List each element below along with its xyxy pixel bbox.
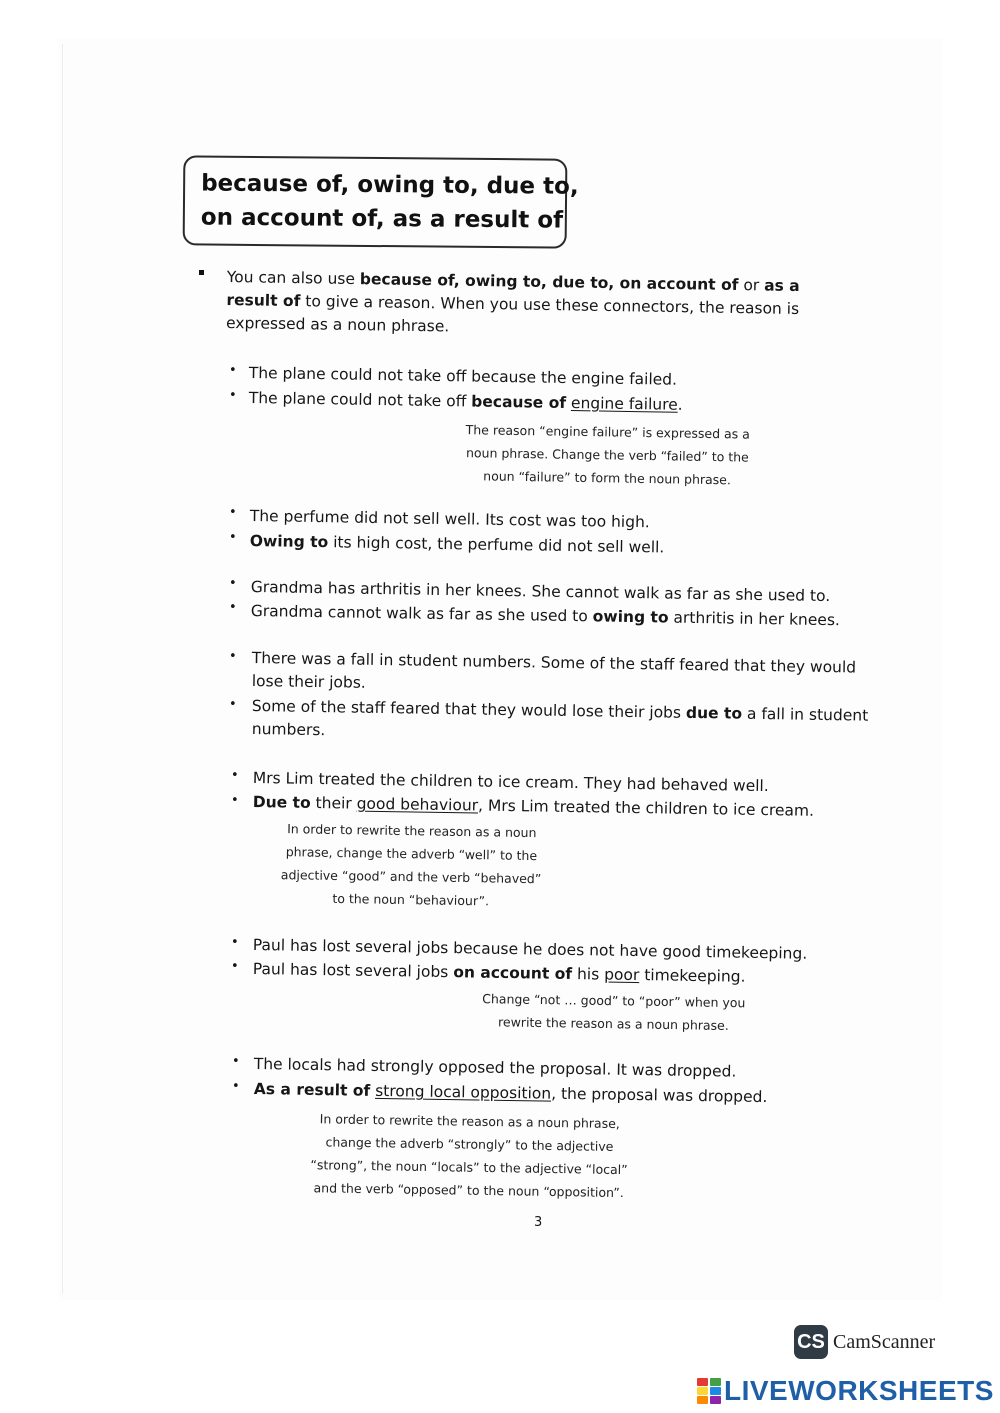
intro-paragraph: You can also use because of, owing to, due to, on account of or as a result of to give a reason. When you use these connectors, the reason is expressed as a noun phrase.	[225, 267, 800, 336]
example-5-original: Mrs Lim treated the children to ice cream. They had behaved well.	[252, 768, 769, 796]
example-7-original: The locals had strongly opposed the proposal. It was dropped.	[253, 1054, 737, 1081]
square-bullet-icon	[199, 270, 204, 275]
example-3-rewritten: Grandma cannot walk as far as she used to owing to arthritis in her knees.	[250, 601, 841, 630]
example-1-original: The plane could not take off because the engine failed.	[248, 363, 678, 389]
example-4-rewritten-line-2: numbers.	[251, 719, 326, 740]
example-2-rewritten: Owing to its high cost, the perfume did not sell well.	[249, 531, 665, 557]
bullet-icon: •	[231, 959, 239, 974]
bullet-icon: •	[229, 576, 237, 591]
bullet-icon: •	[232, 1079, 240, 1094]
example-1-rewritten: The plane could not take off because of engine failure.	[248, 388, 683, 414]
bullet-icon: •	[231, 935, 239, 950]
example-4-rewritten-line-1: Some of the staff feared that they would lose their jobs due to a fall in student	[251, 696, 869, 725]
bullet-icon: •	[232, 1054, 240, 1069]
bullet-icon: •	[231, 768, 239, 783]
example-3-original: Grandma has arthritis in her knees. She cannot walk as far as she used to.	[250, 577, 831, 606]
example-2-original: The perfume did not sell well. Its cost was too high.	[249, 506, 650, 532]
example-7-rewritten: As a result of strong local opposition, the proposal was dropped.	[253, 1079, 768, 1107]
title-line-2: on account of, as a result of	[200, 204, 564, 234]
camscanner-label: CamScanner	[833, 1331, 936, 1353]
bullet-icon: •	[231, 793, 239, 808]
example-6-original: Paul has lost several jobs because he does not have good timekeeping.	[252, 935, 808, 963]
example-4-original-line-1: There was a fall in student numbers. Some of the staff feared that they would	[251, 648, 857, 677]
example-6-note: Change “not … good” to “poor” when you rewrite the reason as a noun phrase.	[482, 991, 746, 1033]
example-5-note: In order to rewrite the reason as a noun phrase, change the adverb “well” to the adjective “good” and the verb “behaved” to the noun “behaviour”.	[280, 821, 542, 909]
example-6-rewritten: Paul has lost several jobs on account of his poor timekeeping.	[252, 959, 746, 986]
bullet-icon: •	[229, 388, 237, 403]
title-line-1: because of, owing to, due to,	[201, 170, 579, 200]
title-box	[183, 155, 579, 248]
page-number: 3	[534, 1215, 543, 1230]
page-edge-divider	[62, 44, 63, 1294]
example-4-original-line-2: lose their jobs.	[251, 671, 366, 692]
liveworksheets-label: LIVEWORKSHEETS	[724, 1375, 994, 1406]
example-7-note: In order to rewrite the reason as a noun phrase, change the adverb “strongly” to the adjective “strong”, the noun “locals” to the adjective “local” and the verb “opposed” to the noun “opposition”.	[310, 1111, 628, 1201]
bullet-icon: •	[229, 697, 237, 712]
bullet-icon: •	[229, 649, 237, 664]
bullet-icon: •	[229, 363, 237, 378]
bullet-icon: •	[229, 505, 237, 520]
bullet-icon: •	[229, 600, 237, 615]
example-5-rewritten: Due to their good behaviour, Mrs Lim treated the children to ice cream.	[252, 792, 815, 820]
camscanner-logo-icon: CS	[794, 1325, 828, 1359]
liveworksheets-logo-icon	[697, 1378, 721, 1404]
example-1-note: The reason “engine failure” is expressed as a noun phrase. Change the verb “failed” to the noun “failure” to form the noun phrase.	[465, 422, 751, 488]
bullet-icon: •	[229, 530, 237, 545]
